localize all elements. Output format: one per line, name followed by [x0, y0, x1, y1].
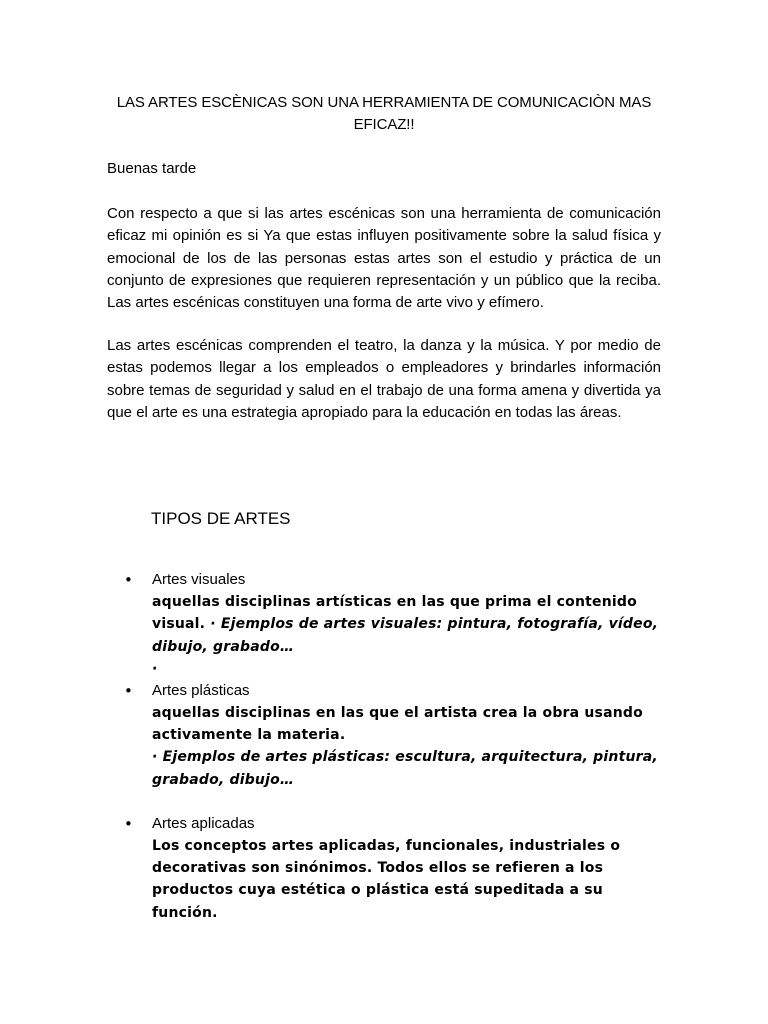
paragraph-1: Con respecto a que si las artes escénicas son una herramienta de comunicación eficaz mi opinión es si Ya que estas influyen positivamente sobre la salud física y emocional de los de las personas estas artes son el estudio y práctica de un conjunto de expresiones que requieren representación y un público que la reciba. Las artes escénicas constituyen una forma de arte vivo y efímero.	[107, 205, 661, 312]
section-title: TIPOS DE ARTES	[151, 509, 291, 528]
description-text: aquellas disciplinas artísticas en las que prima el contenido visual.	[152, 594, 637, 633]
document-title: LAS ARTES ESCÈNICAS SON UNA HERRAMIENTA DE COMUNICACIÒN MAS EFICAZ!!	[116, 94, 652, 133]
art-types-list	[122, 569, 662, 924]
list-item-description: Los conceptos artes aplicadas, funcionales, industriales o decorativas son sinónimos. Todos ellos se refieren a los productos cuya estética o plástica está supeditada a su función.	[152, 838, 621, 921]
list-item-title: Artes aplicadas	[152, 814, 255, 832]
list-item-artes-plasticas	[122, 680, 662, 813]
list-item-description: aquellas disciplinas en las que el artista crea la obra usando activamente la materia.	[152, 705, 643, 744]
greeting: Buenas tarde	[107, 160, 197, 177]
bullet-icon: •	[124, 571, 133, 589]
list-item-artes-aplicadas	[122, 813, 662, 924]
trailing-dot: ·	[152, 660, 158, 677]
paragraph-2: Las artes escénicas comprenden el teatro, la danza y la música. Y por medio de estas podemos llegar a los empleados o empleadores y brindarles información sobre temas de seguridad y salud en el trabajo de una forma amena y divertida ya que el arte es una estrategia apropiado para la educación en todas las áreas.	[107, 337, 661, 421]
list-item-title: Artes plásticas	[152, 681, 250, 699]
list-item-description	[152, 591, 662, 658]
bullet-icon: •	[124, 814, 133, 833]
list-item-title: Artes visuales	[152, 571, 246, 588]
example-text: · Ejemplos de artes plásticas: escultura, arquitectura, pintura, grabado, dibujo…	[152, 749, 658, 788]
example-text: · Ejemplos de artes visuales: pintura, fotografía, vídeo, dibujo, grabado…	[152, 616, 659, 655]
spacer	[152, 791, 662, 813]
list-item-artes-visuales	[122, 569, 662, 680]
bullet-icon: •	[124, 681, 133, 700]
